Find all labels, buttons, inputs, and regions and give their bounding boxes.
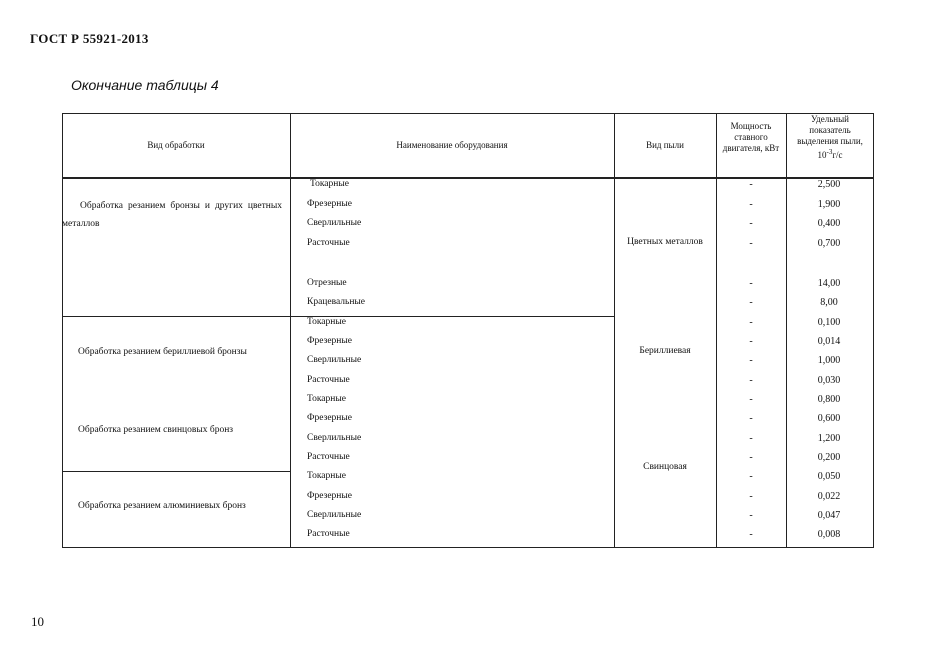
- power-cell: -: [749, 218, 753, 229]
- table-caption: Окончание таблицы 4: [71, 77, 219, 93]
- equipment-cell: Фрезерные: [307, 491, 352, 501]
- equipment-cell: Фрезерные: [307, 413, 352, 423]
- data-table: [62, 113, 874, 548]
- emission-value-cell: 0,700: [817, 238, 841, 249]
- emission-value-cell: 8,00: [820, 297, 838, 308]
- emission-value-cell: 0,008: [817, 529, 841, 540]
- equipment-cell: Расточные: [307, 238, 350, 248]
- power-cell: -: [749, 336, 753, 347]
- emission-unit-gs: г/с: [832, 150, 843, 160]
- emission-value-cell: 1,200: [817, 433, 841, 444]
- column-divider: [614, 113, 615, 548]
- table-top-border: [62, 113, 874, 114]
- emission-value-cell: 1,900: [817, 199, 841, 210]
- header-power: Мощность ставного двигателя, кВт: [722, 121, 780, 153]
- equipment-cell: Сверлильные: [307, 510, 362, 520]
- emission-value-cell: 0,022: [817, 491, 841, 502]
- emission-unit-exponent: -3: [826, 148, 833, 156]
- emission-value-cell: 0,030: [817, 375, 841, 386]
- header-dust-type: Вид пыли: [646, 140, 684, 150]
- power-cell: -: [749, 179, 753, 190]
- equipment-cell: Крацевальные: [307, 297, 366, 307]
- equipment-cell: Сверлильные: [307, 218, 362, 228]
- header-equipment: Наименование оборудования: [396, 140, 508, 150]
- emission-value-cell: 1,000: [817, 355, 841, 366]
- dust-type-label: Бериллиевая: [639, 346, 691, 356]
- group-name: Обработка резанием свинцовых бронз: [78, 425, 234, 435]
- header-emission: [790, 114, 870, 161]
- dust-type-label: Свинцовая: [643, 462, 687, 472]
- equipment-cell: Фрезерные: [307, 336, 352, 346]
- power-cell: -: [749, 529, 753, 540]
- power-cell: -: [749, 297, 753, 308]
- header-emission-unit: [790, 147, 870, 161]
- group-name: Обработка резанием алюминиевых бронз: [78, 501, 246, 511]
- emission-value-cell: 14,00: [817, 278, 841, 289]
- equipment-cell: Расточные: [307, 375, 350, 385]
- power-cell: -: [749, 355, 753, 366]
- emission-value-cell: 0,050: [817, 471, 841, 482]
- power-cell: -: [749, 199, 753, 210]
- power-cell: -: [749, 413, 753, 424]
- equipment-cell: Сверлильные: [307, 433, 362, 443]
- power-cell: -: [749, 375, 753, 386]
- power-cell: -: [749, 394, 753, 405]
- column-divider: [290, 113, 291, 548]
- equipment-cell: Токарные: [307, 317, 346, 327]
- power-cell: -: [749, 278, 753, 289]
- dust-type-label: Цветных металлов: [627, 237, 703, 247]
- table-right-border: [873, 113, 874, 548]
- equipment-cell: Токарные: [307, 471, 346, 481]
- equipment-cell: Фрезерные: [307, 199, 352, 209]
- emission-unit-base: 10: [817, 150, 827, 160]
- power-cell: -: [749, 452, 753, 463]
- group-name: Обработка резанием бериллиевой бронзы: [78, 347, 247, 357]
- group-separator: [62, 471, 291, 472]
- table-left-border: [62, 113, 63, 548]
- page-number: 10: [31, 614, 44, 629]
- equipment-cell: Токарные: [307, 394, 346, 404]
- header-emission-text: Удельный показатель выделения пыли,: [797, 114, 863, 146]
- table-bottom-border: [62, 547, 874, 548]
- power-cell: -: [749, 238, 753, 249]
- power-cell: -: [749, 491, 753, 502]
- group-name: Обработка резанием бронзы и других цветных металлов: [62, 201, 282, 229]
- equipment-cell: Расточные: [307, 529, 350, 539]
- emission-value-cell: 0,100: [817, 317, 841, 328]
- emission-value-cell: 0,200: [817, 452, 841, 463]
- emission-value-cell: 0,047: [817, 510, 841, 521]
- document-header: ГОСТ Р 55921-2013: [30, 31, 149, 46]
- power-cell: -: [749, 317, 753, 328]
- emission-value-cell: 2,500: [817, 179, 841, 190]
- power-cell: -: [749, 471, 753, 482]
- equipment-cell: Отрезные: [307, 278, 347, 288]
- equipment-cell: Сверлильные: [307, 355, 362, 365]
- power-cell: -: [749, 433, 753, 444]
- emission-value-cell: 0,600: [817, 413, 841, 424]
- emission-value-cell: 0,800: [817, 394, 841, 405]
- equipment-cell: Токарные: [310, 179, 349, 189]
- emission-value-cell: 0,400: [817, 218, 841, 229]
- emission-value-cell: 0,014: [817, 336, 841, 347]
- header-processing: Вид обработки: [147, 140, 205, 150]
- equipment-cell: Расточные: [307, 452, 350, 462]
- power-cell: -: [749, 510, 753, 521]
